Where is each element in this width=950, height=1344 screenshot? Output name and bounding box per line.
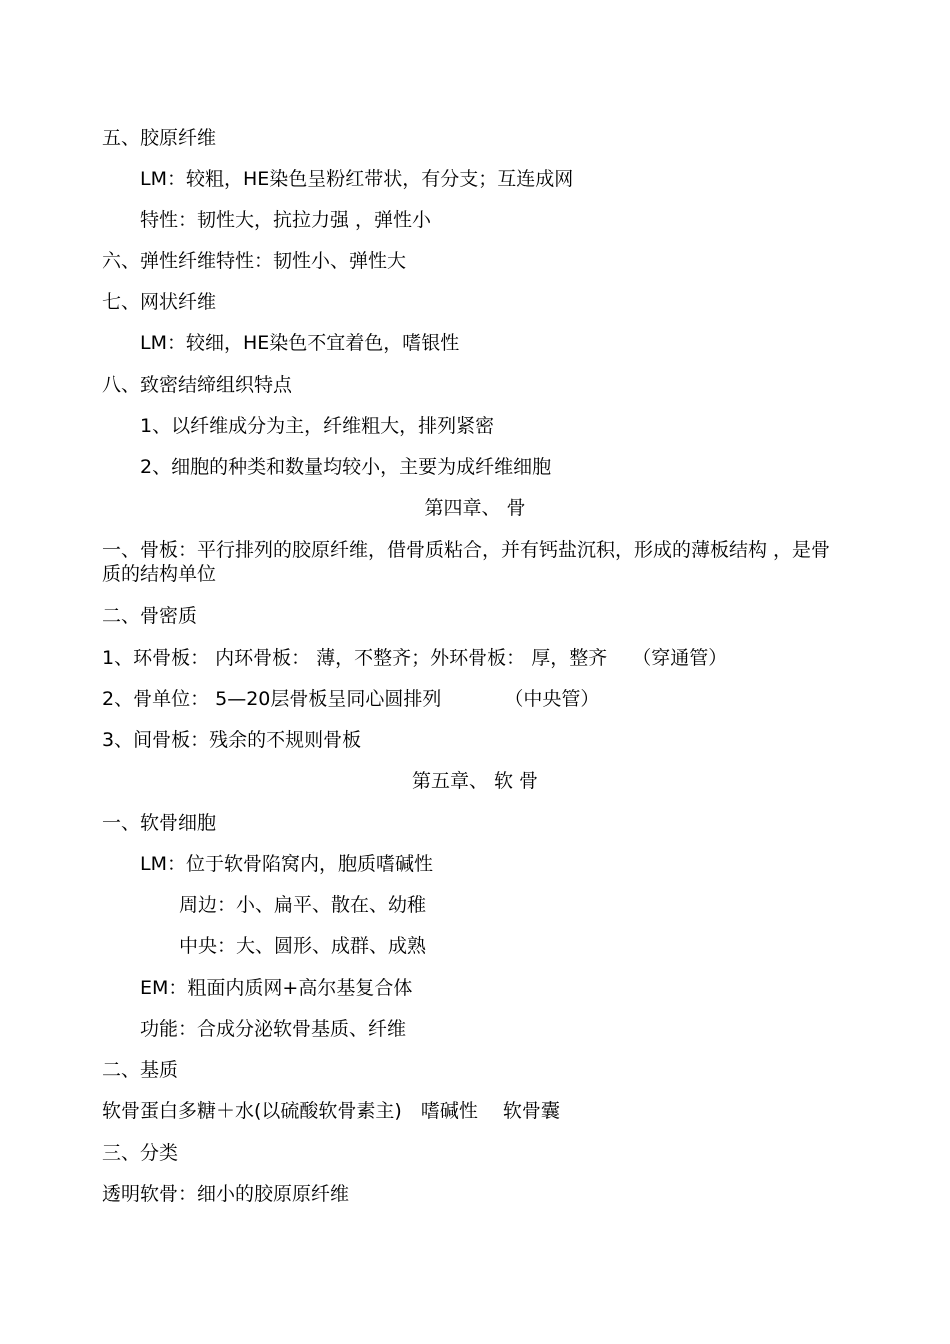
circumferential-lamellae-text: 1、环骨板： 内环骨板： 薄，不整齐；外环骨板： 厚，整齐 （穿通管） — [102, 647, 728, 669]
chondrocyte-central-text: 中央：大、圆形、成群、成熟 — [179, 935, 427, 957]
heading-compact-bone: 二、骨密质 — [102, 605, 198, 627]
reticular-lm-text: LM：较细，HE染色不宜着色，嗜银性 — [140, 332, 460, 354]
chondrocyte-em-text: EM：粗面内质网+高尔基复合体 — [140, 977, 413, 999]
heading-chondrocyte: 一、软骨细胞 — [102, 812, 217, 834]
heading-matrix: 二、基质 — [102, 1059, 179, 1081]
heading-reticular-fiber: 七、网状纤维 — [102, 291, 217, 313]
heading-collagen-fiber: 五、胶原纤维 — [102, 127, 217, 149]
matrix-composition-text: 软骨蛋白多糖＋水(以硫酸软骨素主) 嗜碱性 软骨囊 — [102, 1100, 560, 1122]
osteon-text: 2、骨单位： 5—20层骨板呈同心圆排列 （中央管） — [102, 688, 600, 710]
interstitial-lamellae-text: 3、间骨板：残余的不规则骨板 — [102, 729, 362, 751]
chondrocyte-function-text: 功能：合成分泌软骨基质、纤维 — [140, 1018, 407, 1040]
collagen-lm-text: LM：较粗，HE染色呈粉红带状，有分支；互连成网 — [140, 168, 574, 190]
chapter-4-title: 第四章、 骨 — [424, 497, 526, 519]
chondrocyte-peripheral-text: 周边：小、扁平、散在、幼稚 — [179, 894, 427, 916]
bone-lamella-definition: 一、骨板：平行排列的胶原纤维，借骨质粘合，并有钙盐沉积，形成的薄板结构 ，是骨质的结构单位 — [102, 539, 831, 585]
heading-classification: 三、分类 — [102, 1142, 179, 1164]
chapter-5-title: 第五章、 软 骨 — [411, 770, 539, 792]
chondrocyte-lm-text: LM：位于软骨陷窝内，胞质嗜碱性 — [140, 853, 433, 875]
dense-tissue-point-2: 2、细胞的种类和数量均较小，主要为成纤维细胞 — [140, 456, 552, 478]
heading-dense-connective-tissue: 八、致密结缔组织特点 — [102, 374, 293, 396]
collagen-property-text: 特性：韧性大，抗拉力强 ，弹性小 — [140, 209, 432, 231]
heading-elastic-fiber: 六、弹性纤维特性：韧性小、弹性大 — [102, 250, 407, 272]
dense-tissue-point-1: 1、以纤维成分为主，纤维粗大，排列紧密 — [140, 415, 495, 437]
hyaline-cartilage-text: 透明软骨：细小的胶原原纤维 — [102, 1183, 350, 1205]
